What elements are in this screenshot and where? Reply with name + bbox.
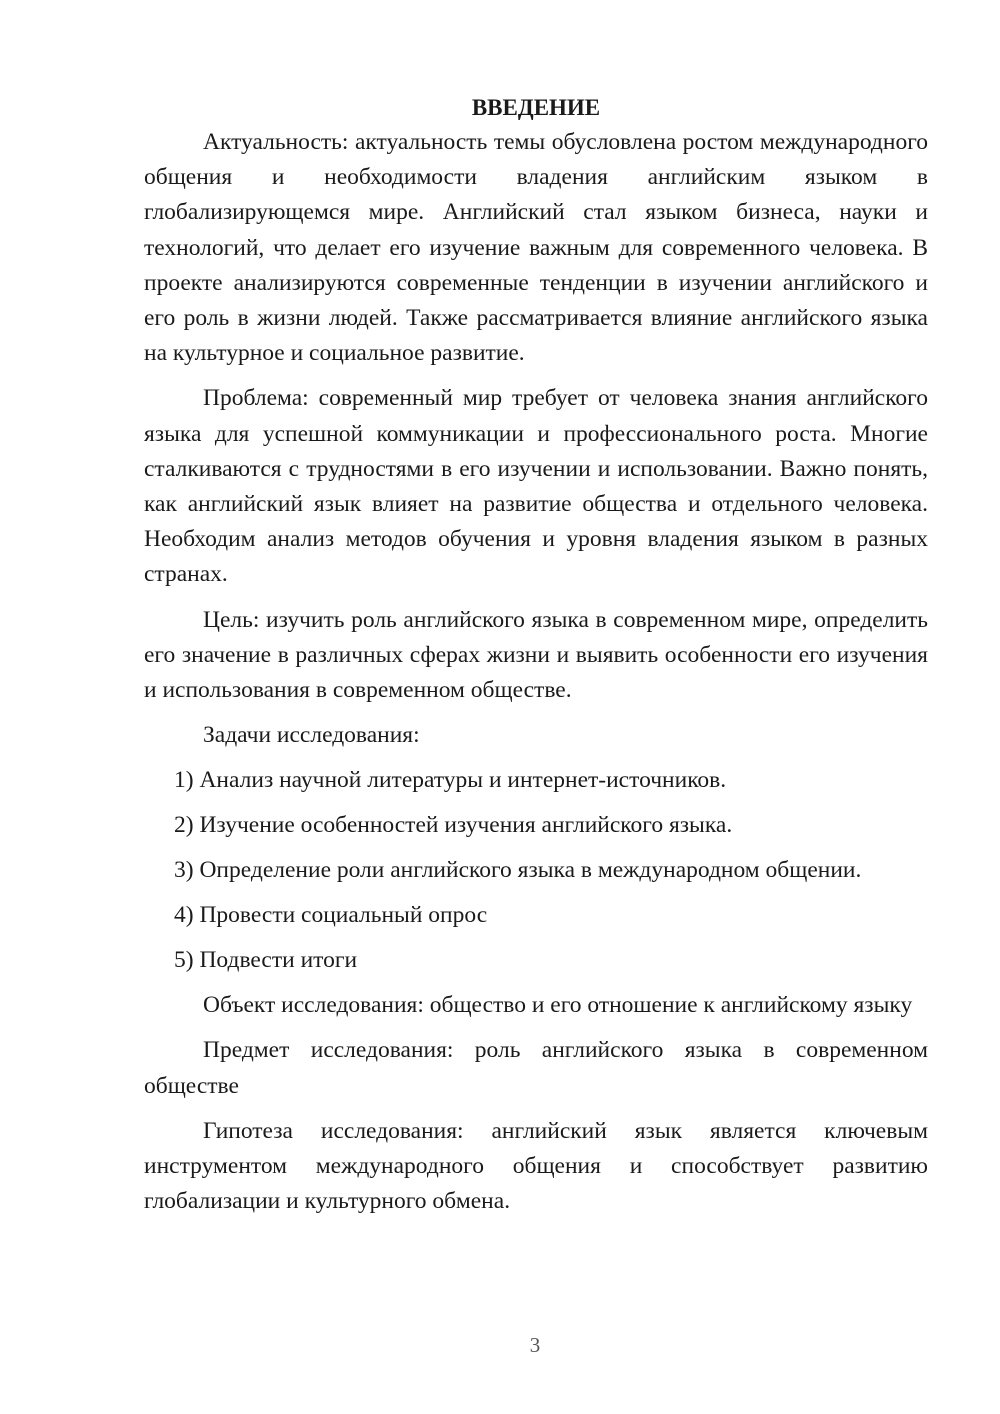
paragraph-hypothesis: Гипотеза исследования: английский язык является ключевым инструментом международного общения и способствует развитию глобализации и культурного обмена. bbox=[144, 1117, 928, 1215]
page-title: ВВЕДЕНИЕ bbox=[471, 95, 601, 120]
list-item: 5) Подвести итоги bbox=[174, 947, 358, 974]
list-item: 3) Определение роли английского языка в международном общении. bbox=[174, 857, 862, 884]
list-item: 2) Изучение особенностей изучения английского языка. bbox=[174, 812, 733, 839]
paragraph-object: Объект исследования: общество и его отношение к английскому языку bbox=[203, 992, 913, 1019]
paragraph-subject: Предмет исследования: роль английского языка в современном обществе bbox=[144, 1037, 928, 1099]
list-item: 4) Провести социальный опрос bbox=[174, 902, 488, 929]
document-page bbox=[144, 90, 928, 1219]
paragraph-relevance: Актуальность: актуальность темы обусловлена ростом международного общения и необходимости владения английским языком в глобализирующемся мире. Английский стал языком бизнеса, науки и технологий, что делает его изучение важным для современного человека. В проекте анализируются современные тенденции в изучении английского и его роль в жизни людей. Также рассматривается влияние английского языка на культурное и социальное развитие. bbox=[144, 129, 928, 367]
paragraph-goal: Цель: изучить роль английского языка в современном мире, определить его значение в различных сферах жизни и выявить особенности его изучения и использования в современном обществе. bbox=[144, 606, 928, 704]
paragraph-problem: Проблема: современный мир требует от человека знания английского языка для успешной коммуникации и профессионального роста. Многие сталкиваются с трудностями в его изучении и использовании. Важно понять, как английский язык влияет на развитие общества и отдельного человека. Необходим анализ методов обучения и уровня владения языком в разных странах. bbox=[144, 385, 928, 588]
page-number: 3 bbox=[529, 1333, 541, 1357]
tasks-heading: Задачи исследования: bbox=[203, 722, 420, 749]
list-item: 1) Анализ научной литературы и интернет-источников. bbox=[174, 767, 727, 794]
task-list bbox=[144, 763, 928, 978]
